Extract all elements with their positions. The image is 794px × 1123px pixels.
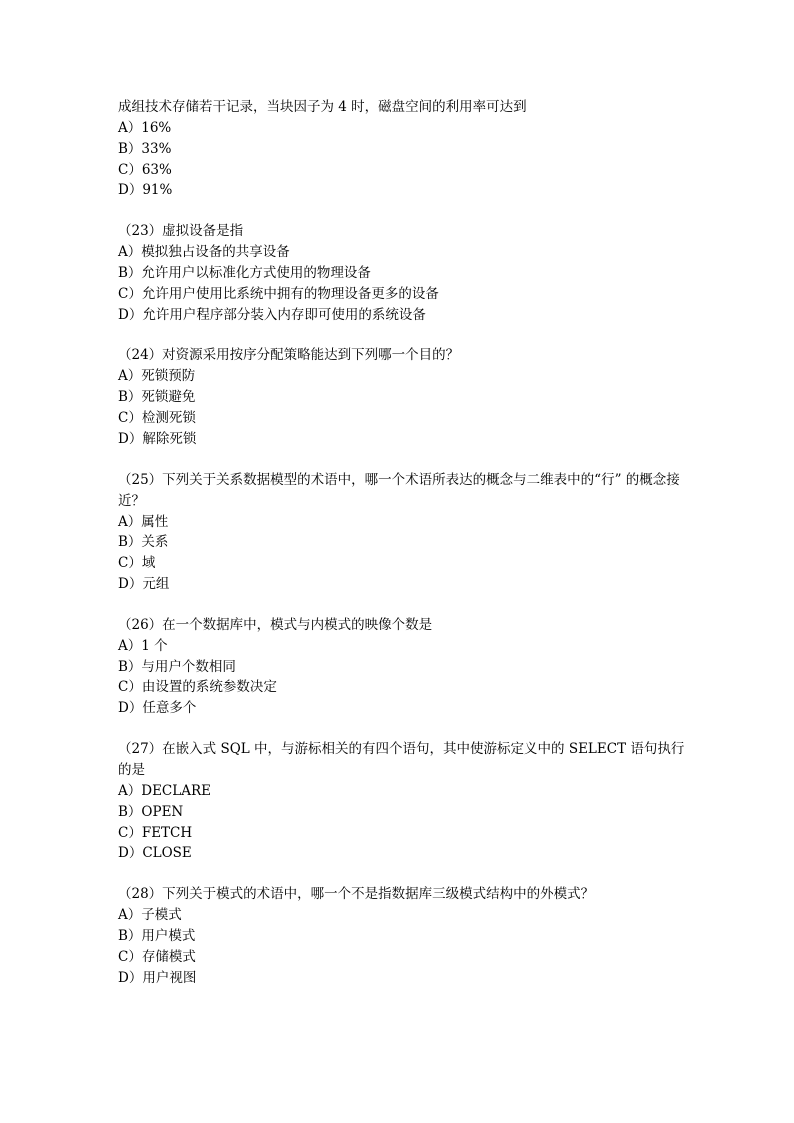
option-b: B）允许用户以标准化方式使用的物理设备: [118, 264, 371, 281]
option-d: D）任意多个: [118, 700, 197, 717]
option-b: B）死锁避免: [118, 389, 196, 406]
option-a: A）属性: [118, 513, 169, 530]
option-d: D）CLOSE: [118, 845, 192, 862]
option-c: C）检测死锁: [118, 409, 196, 426]
option-c: C）域: [118, 555, 156, 572]
option-a: A）子模式: [118, 907, 182, 924]
option-a: A）16%: [118, 120, 172, 136]
option-b: B）OPEN: [118, 803, 184, 820]
option-c: C）63%: [118, 161, 172, 178]
question-23: [118, 221, 688, 325]
option-a: A）死锁预防: [118, 368, 196, 385]
option-list: [118, 512, 688, 595]
option-d: D）91%: [118, 182, 173, 199]
option-list: [118, 242, 688, 325]
option-a: A）DECLARE: [118, 782, 211, 799]
question-stem: （28）下列关于模式的术语中，哪一个不是指数据库三级模式结构中的外模式？: [118, 886, 595, 903]
question-stem: （25）下列关于关系数据模型的术语中，哪一个术语所表达的概念与二维表中的“行” 的概念接近？: [118, 471, 680, 509]
question-24: [118, 345, 688, 449]
option-d: D）元组: [118, 575, 170, 592]
option-d: D）解除死锁: [118, 430, 197, 447]
question-stem: 成组技术存储若干记录，当块因子为 4 时，磁盘空间的利用率可达到: [118, 99, 527, 115]
document-page: [118, 97, 688, 1008]
option-b: B）33%: [118, 140, 172, 157]
option-a: A）模拟独占设备的共享设备: [118, 244, 290, 261]
question-stem: （26）在一个数据库中，模式与内模式的映像个数是: [118, 616, 433, 633]
option-b: B）与用户个数相同: [118, 658, 236, 675]
option-c: C）存储模式: [118, 948, 196, 965]
option-d: D）允许用户程序部分装入内存即可使用的系统设备: [118, 306, 426, 323]
question-28: [118, 884, 688, 988]
question-22: [118, 97, 688, 201]
option-b: B）关系: [118, 534, 169, 551]
question-25: [118, 470, 688, 595]
option-a: A）1 个: [118, 637, 168, 654]
question-stem: （23）虚拟设备是指: [118, 223, 244, 240]
question-27: [118, 739, 688, 864]
option-list: [118, 636, 688, 719]
option-list: [118, 366, 688, 449]
option-c: C）由设置的系统参数决定: [118, 679, 277, 696]
question-stem: （27）在嵌入式 SQL 中，与游标相关的有四个语句，其中使游标定义中的 SELECT 语句执行的是: [118, 740, 685, 778]
option-c: C）允许用户使用比系统中拥有的物理设备更多的设备: [118, 285, 439, 302]
question-26: [118, 615, 688, 719]
option-b: B）用户模式: [118, 927, 196, 944]
option-list: [118, 118, 688, 201]
option-d: D）用户视图: [118, 969, 197, 986]
option-c: C）FETCH: [118, 824, 193, 841]
option-list: [118, 781, 688, 864]
question-stem: （24）对资源采用按序分配策略能达到下列哪一个目的？: [118, 347, 460, 364]
option-list: [118, 905, 688, 988]
